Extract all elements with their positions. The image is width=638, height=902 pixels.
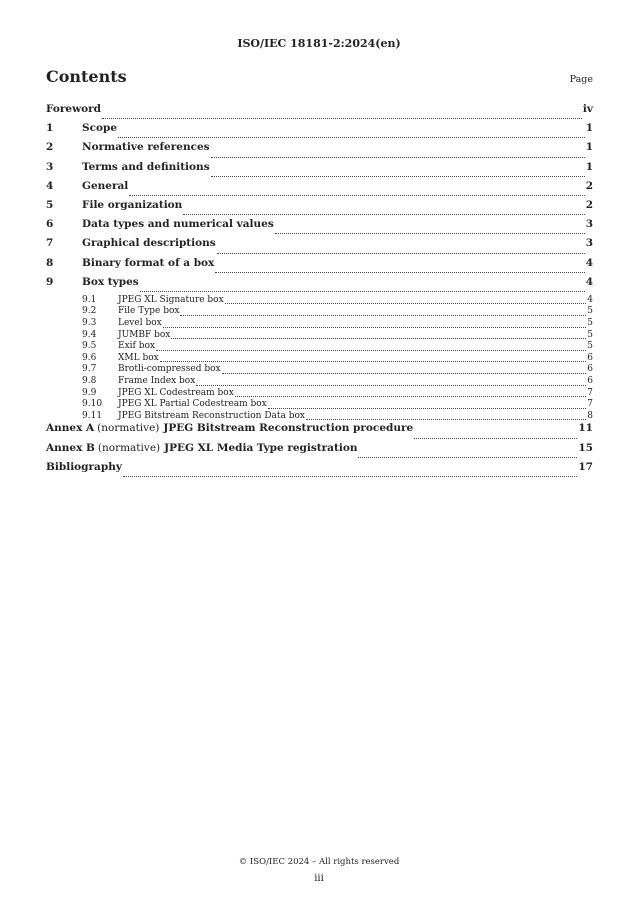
- toc-entry-page: 1: [585, 141, 593, 154]
- toc-entry-number: 9.9: [82, 387, 97, 398]
- toc-entry-number: 9.2: [82, 306, 97, 317]
- toc-entry-title: Brotli-compressed box: [118, 364, 221, 375]
- toc-entry[interactable]: [46, 180, 593, 199]
- dot-leader: [268, 408, 587, 409]
- toc-entry-title: Terms and definitions: [82, 160, 210, 173]
- dot-leader: [211, 176, 585, 177]
- toc-entry-page: 2: [585, 198, 593, 211]
- toc-entry[interactable]: [46, 364, 593, 376]
- bibliography-page: 17: [578, 460, 593, 473]
- toc-entry-page: 8: [587, 410, 593, 421]
- toc-entry-number: 7: [46, 237, 54, 250]
- toc-entry[interactable]: [46, 237, 593, 256]
- toc-entry[interactable]: [46, 353, 593, 365]
- dot-leader: [180, 315, 586, 316]
- toc-entry-number: 9.8: [82, 376, 97, 387]
- annex-title: JPEG XL Media Type registration: [164, 441, 358, 454]
- toc-entry-page: 1: [585, 160, 593, 173]
- copyright-footer: © ISO/IEC 2024 – All rights reserved: [238, 857, 400, 867]
- toc-entry-number: 9.7: [82, 364, 97, 375]
- toc-entry[interactable]: [46, 318, 593, 330]
- dot-leader: [217, 253, 585, 254]
- toc-entry-page: 4: [585, 256, 593, 269]
- dot-leader: [225, 303, 587, 304]
- toc-entry-number: 9.11: [82, 410, 103, 421]
- dot-leader: [129, 195, 584, 196]
- dot-leader: [160, 361, 587, 362]
- toc-entry[interactable]: [46, 341, 593, 353]
- dot-leader: [171, 338, 586, 339]
- toc-entry[interactable]: [46, 218, 593, 237]
- toc-entry-number: 9.3: [82, 318, 97, 329]
- toc-entry-number: 6: [46, 218, 54, 231]
- toc-entry-title: Level box: [118, 318, 162, 329]
- dot-leader: [102, 118, 582, 119]
- annex-label: Annex A: [46, 422, 95, 435]
- toc-entry-title: XML box: [118, 352, 159, 363]
- toc-entry-page: 4: [587, 294, 593, 305]
- toc-entry-number: 9.6: [82, 352, 97, 363]
- annex-normative: (normative): [97, 422, 160, 435]
- toc-entry-number: 9.10: [82, 399, 103, 410]
- bibliography-title: Bibliography: [46, 460, 122, 473]
- toc-entry[interactable]: [46, 411, 593, 423]
- toc-entry-title: Box types: [82, 275, 139, 288]
- toc-entry-number: 9.5: [82, 341, 97, 352]
- toc-entry-number: 5: [46, 198, 54, 211]
- annex-normative: (normative): [97, 441, 161, 454]
- toc-entry-page: 6: [587, 364, 593, 375]
- toc-entry[interactable]: [46, 103, 593, 122]
- dot-leader: [306, 419, 586, 420]
- annex-page: 15: [578, 441, 593, 454]
- toc-entry-number: 8: [46, 256, 54, 269]
- toc-entry-number: 2: [46, 141, 54, 154]
- dot-leader: [211, 157, 585, 158]
- toc-entry-page: 5: [587, 341, 593, 352]
- toc-entry[interactable]: [46, 399, 593, 411]
- dot-leader: [118, 137, 585, 138]
- toc-entry[interactable]: [46, 122, 593, 141]
- toc-annex-entry[interactable]: [46, 442, 593, 461]
- toc-entry-title: JPEG Bitstream Reconstruction Data box: [118, 410, 306, 421]
- document-id-header: ISO/IEC 18181-2:2024(en): [237, 37, 401, 50]
- toc-entry-page: 5: [587, 329, 593, 340]
- toc-entry-page: iv: [582, 103, 593, 115]
- dot-leader: [156, 350, 586, 351]
- toc-entry-title: General: [82, 179, 129, 192]
- toc-entry-number: 4: [46, 179, 54, 192]
- toc-entry-title: JUMBF box: [118, 329, 171, 340]
- toc-entry-page: 3: [585, 237, 593, 250]
- toc-entry-title: JPEG XL Signature box: [118, 294, 224, 305]
- toc-entry[interactable]: [46, 388, 593, 400]
- toc-entry-title: JPEG XL Codestream box: [118, 387, 234, 398]
- toc-entry[interactable]: [46, 199, 593, 218]
- toc-entry-number: 9: [46, 275, 54, 288]
- toc-entry-title: Frame Index box: [118, 376, 196, 387]
- toc-entry-number: 9.4: [82, 329, 97, 340]
- dot-leader: [414, 438, 577, 439]
- toc-entry-title: Exif box: [118, 341, 155, 352]
- toc-annex-entry[interactable]: [46, 422, 593, 441]
- dot-leader: [215, 272, 584, 273]
- toc-entry[interactable]: [46, 330, 593, 342]
- annex-page: 11: [578, 422, 593, 435]
- page-number: iii: [314, 873, 324, 884]
- toc-entry-page: 7: [587, 399, 593, 410]
- dot-leader: [123, 476, 577, 477]
- toc-entry[interactable]: [46, 295, 593, 307]
- dot-leader: [275, 233, 585, 234]
- toc-entry-number: 1: [46, 122, 54, 135]
- toc-entry-title: Scope: [82, 122, 118, 135]
- toc-entry-page: 1: [585, 122, 593, 135]
- dot-leader: [222, 373, 587, 374]
- toc-entry[interactable]: [46, 141, 593, 160]
- dot-leader: [235, 396, 586, 397]
- toc-entry-title: Foreword: [46, 103, 102, 115]
- toc-entry-number: 3: [46, 160, 54, 173]
- toc-entry-number: 9.1: [82, 294, 97, 305]
- toc-entry[interactable]: [46, 257, 593, 276]
- toc-entry[interactable]: [46, 161, 593, 180]
- contents-heading: Contents: [46, 67, 127, 86]
- toc-entry-page: 3: [585, 218, 593, 231]
- toc-entry-page: 7: [587, 387, 593, 398]
- dot-leader: [140, 291, 585, 292]
- annex-label: Annex B: [46, 441, 95, 454]
- toc-entry-title: Normative references: [82, 141, 210, 154]
- table-of-contents: [46, 103, 593, 480]
- dot-leader: [183, 214, 584, 215]
- toc-entry-title: Graphical descriptions: [82, 237, 216, 250]
- toc-entry[interactable]: [46, 306, 593, 318]
- dot-leader: [196, 385, 586, 386]
- toc-entry-title: File organization: [82, 198, 183, 211]
- toc-entry-page: 6: [587, 352, 593, 363]
- toc-entry-title: Binary format of a box: [82, 256, 215, 269]
- toc-entry-page: 5: [587, 306, 593, 317]
- annex-title: JPEG Bitstream Reconstruction procedure: [163, 422, 414, 435]
- toc-entry-title: Data types and numerical values: [82, 218, 274, 231]
- toc-entry[interactable]: [46, 276, 593, 295]
- toc-entry-title: File Type box: [118, 306, 180, 317]
- toc-entry[interactable]: [46, 376, 593, 388]
- toc-entry-page: 6: [587, 376, 593, 387]
- toc-entry-page: 2: [585, 179, 593, 192]
- toc-bibliography-entry[interactable]: [46, 461, 593, 480]
- dot-leader: [163, 327, 587, 328]
- dot-leader: [358, 457, 577, 458]
- toc-entry-title: JPEG XL Partial Codestream box: [118, 399, 267, 410]
- page-column-label: Page: [569, 74, 593, 85]
- toc-entry-page: 5: [587, 318, 593, 329]
- toc-entry-page: 4: [585, 275, 593, 288]
